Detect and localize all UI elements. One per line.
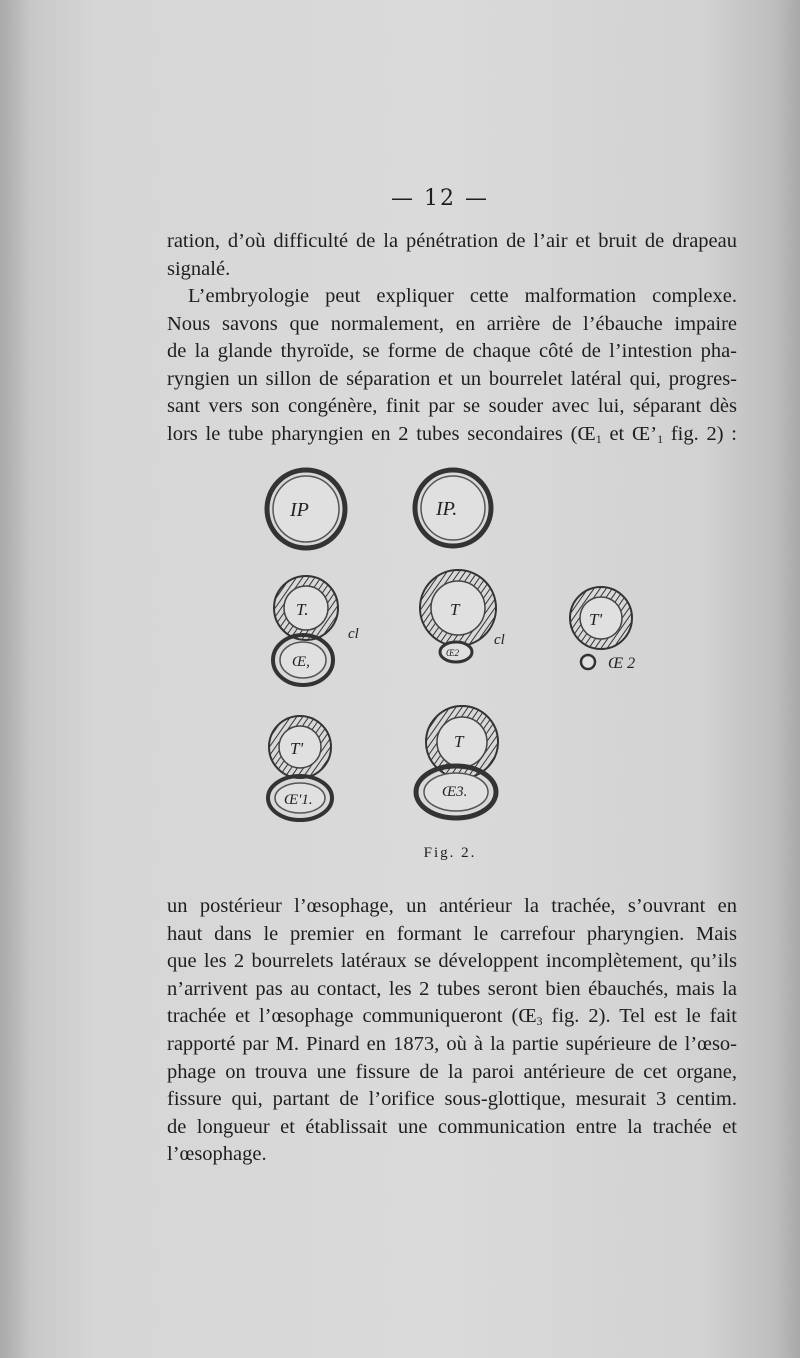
label-oe-5: Œ3. [442,784,468,800]
text-line: signalé. [167,257,231,280]
page-number: — 12 — [391,186,489,211]
text-line: Nous savons que normalement, en arrière de l’ébauche impaire [167,312,737,335]
label-ip-2: IP. [436,498,458,520]
figure-2-embryology-diagram [250,460,680,840]
text-line: ration, d’où difficulté de la pénétration de l’air et bruit de drapeau [167,230,737,252]
figure-caption: Fig. 2. [423,845,477,861]
label-t-5: T [454,732,464,751]
label-oe-4: Œ'1. [284,792,313,808]
diagram-t-oe-5 [416,706,498,818]
text-fragment: fig. 2). Tel est le fait [542,1005,737,1028]
diagram-t-oe-2 [420,570,505,662]
text-line: ryngien un sillon de séparation et un bourrelet latéral qui, progres- [167,367,737,390]
label-oe-1: Œ, [292,654,310,670]
text-line: de la glande thyroïde, se forme de chaque côté de l’intestion pha- [167,340,737,363]
text-line: L’embryologie peut expliquer cette malformation complexe. [188,285,737,307]
text-line: n’arrivent pas au contact, les 2 tubes seront bien ébauchés, mais la [167,977,737,1000]
text-fragment: et Œ’ [601,422,658,445]
text-line: haut dans le premier en formant le carrefour pharyngien. Mais [167,922,737,945]
subscript: 1 [657,431,664,446]
diagram-t-oe-3 [570,587,635,672]
label-t-3: T' [589,610,603,629]
label-oe-2: Œ2 [446,648,459,658]
text-line: rapporté par M. Pinard en 1873, où à la partie supérieure de l’œso- [167,1032,737,1055]
paragraph-1 [167,228,737,283]
text-line [167,421,737,449]
label-t-1: T. [296,600,309,619]
diagram-ip-2 [415,470,491,546]
paragraph-3 [167,893,737,1169]
text-line: phage on trouva une fissure de la paroi antérieure de cet organe, [167,1060,737,1083]
label-oe-3: Œ 2 [608,655,636,672]
paragraph-2 [167,283,737,449]
text-line: fissure qui, partant de l’orifice sous-glottique, mesurait 3 centim. [167,1088,737,1111]
text-line: un postérieur l’œsophage, un antérieur la trachée, s’ouvrant en [167,895,737,917]
label-t-4: T' [290,739,304,758]
text-line: l’œsophage. [167,1143,267,1166]
diagram-t-oe-4 [268,716,332,820]
text-line: sant vers son congénère, finit par se souder avec lui, séparant dès [167,395,737,418]
text-line [167,1003,737,1031]
text-fragment: fig. 2) : [663,422,738,445]
diagram-t-oe-1 [273,576,359,685]
label-t-2: T [450,600,460,619]
text-fragment: trachée et l’œsophage communiqueront (Œ [167,1005,537,1028]
label-ip-1: IP [290,499,309,521]
diagram-ip-1 [267,470,345,548]
text-line: de longueur et établissait une communication entre la trachée et [167,1115,737,1138]
subscript: 3 [536,1014,543,1029]
label-cl-1: cl [348,626,359,642]
label-cl-2: cl [494,632,505,648]
text-line: que les 2 bourrelets latéraux se développent incomplètement, qu’ils [167,950,737,973]
text-fragment: lors le tube pharyngien en 2 tubes secondaires (Œ [167,422,596,445]
subscript: 1 [595,431,602,446]
